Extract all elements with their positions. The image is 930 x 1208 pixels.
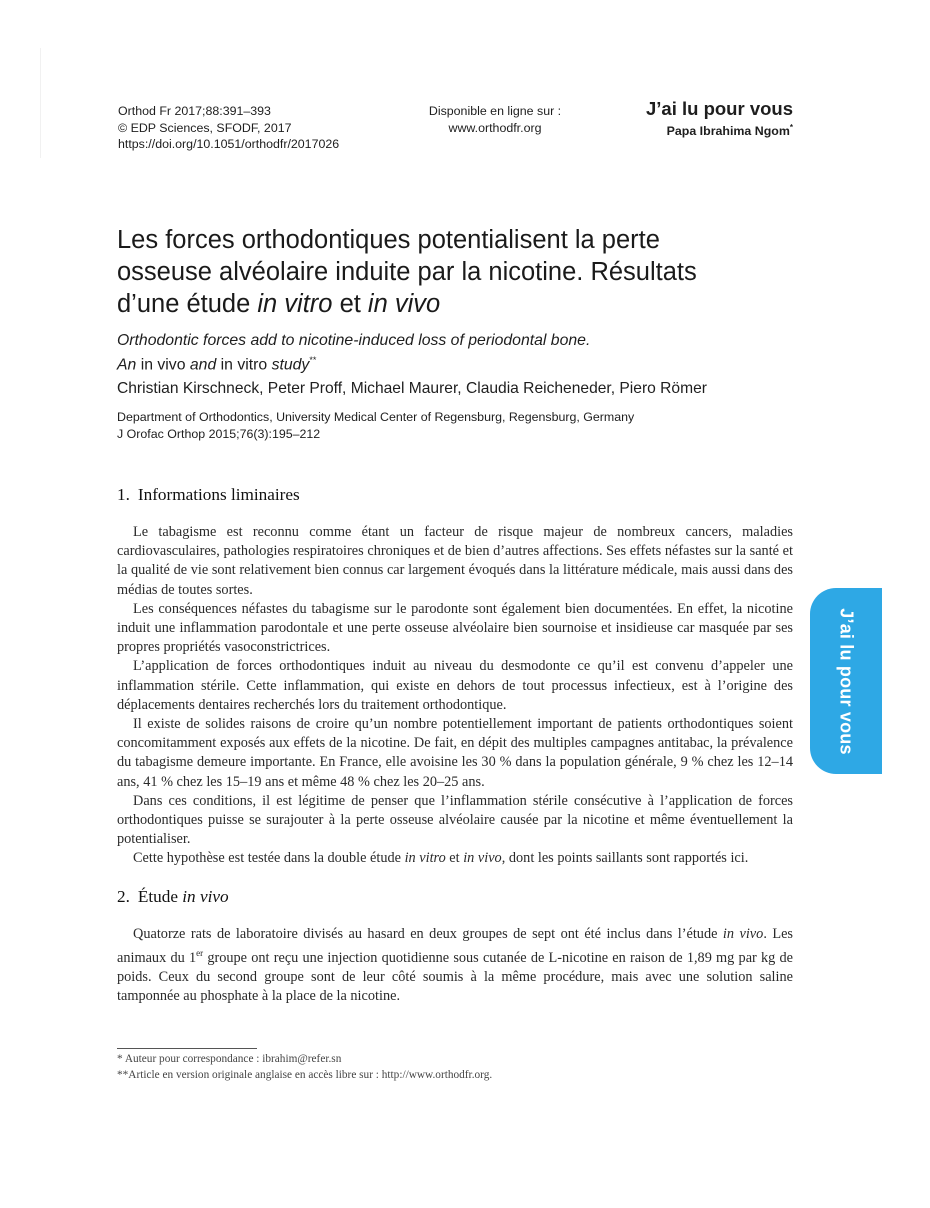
footnote-correspondence: * Auteur pour correspondance : ibrahim@refer.sn xyxy=(117,1053,342,1065)
section-1-number: 1. xyxy=(117,485,130,504)
copyright-line: © EDP Sciences, SFODF, 2017 xyxy=(118,120,292,135)
section-2-number: 2. xyxy=(117,887,130,906)
paragraph: Dans ces conditions, il est légitime de penser que l’inflammation stérile consécutive à l’application de forces orthodontiques puisse se surajouter à la perte osseuse alvéolaire causée par la nicotine et même éventuellement la potentialiser. xyxy=(117,792,793,848)
section-1-body xyxy=(117,523,793,869)
commentator-name xyxy=(646,120,793,139)
article-authors: Christian Kirschneck, Peter Proff, Michael Maurer, Claudia Reicheneder, Piero Römer xyxy=(117,380,707,397)
section-2-title-italic: in vivo xyxy=(182,887,229,906)
s2-text-c: groupe ont reçu une injection quotidienne sous cutanée de L-nicotine en raison de 1,89 mg par kg de poids. Ceux du second groupe sont de leur côté soumis à la même procédure, mais avec une solution saline tamponnée au phosphate à la place de la nicotine. xyxy=(117,949,794,1005)
p6-in-vitro: in vitro xyxy=(404,850,446,867)
section-side-tab xyxy=(810,588,882,774)
p6-text-c: , dont les points saillants sont rapportés ici. xyxy=(501,850,749,867)
section-1-title: Informations liminaires xyxy=(137,485,300,504)
commentator-name-text: Papa Ibrahima Ngom xyxy=(666,124,790,139)
section-1-heading xyxy=(117,484,300,506)
source-reference: J Orofac Orthop 2015;76(3):195–212 xyxy=(117,426,321,441)
online-availability xyxy=(396,103,594,136)
doi-link[interactable]: https://doi.org/10.1051/orthodfr/2017026 xyxy=(118,137,340,151)
title-in-vivo: in vivo xyxy=(367,290,441,318)
rubric-title: J’ai lu pour vous xyxy=(646,98,793,119)
subtitle-in-vitro: in vitro xyxy=(220,355,268,373)
online-url-link[interactable]: www.orthodfr.org xyxy=(448,120,542,135)
section-2-body xyxy=(117,925,793,1007)
title-text: Les forces orthodontiques potentialisent la perte osseuse alvéolaire induite par la nicotine. Résultats d’une étude xyxy=(117,226,697,318)
title-et: et xyxy=(332,290,368,318)
paragraph: L’application de forces orthodontiques induit au niveau du desmodonte ce qu’il est convenu d’appeler une inflammation stérile. Cette inflammation, qui existe en dehors de tout processus infectieux, est à l’origine des déplacements dentaires recherchés lors du traitement orthodontique. xyxy=(117,658,793,713)
online-label: Disponible en ligne sur : xyxy=(428,104,562,118)
footnotes xyxy=(117,1051,797,1083)
subtitle-study: study xyxy=(271,355,310,373)
footnote-rule xyxy=(117,1048,257,1049)
citation-block xyxy=(118,103,339,153)
side-tab-label: J’ai lu pour vous xyxy=(836,607,857,755)
journal-reference: Orthod Fr 2017;88:391–393 xyxy=(118,104,271,118)
paragraph xyxy=(117,849,793,868)
footnote-original-article: **Article en version originale anglaise en accès libre sur : http://www.orthodfr.org. xyxy=(117,1069,493,1081)
english-subtitle xyxy=(117,331,737,374)
p6-in-vivo: in vivo xyxy=(463,850,502,867)
subtitle-and: and xyxy=(189,355,217,373)
rubric-block xyxy=(646,98,793,139)
p6-text-a: Cette hypothèse est testée dans la double étude xyxy=(133,850,405,867)
s2-in-vivo: in vivo xyxy=(722,926,764,942)
subtitle-an: An xyxy=(117,355,137,373)
affiliation: Department of Orthodontics, University Medical Center of Regensburg, Regensburg, Germany xyxy=(117,410,635,424)
margin-mark xyxy=(40,48,41,158)
p6-text-b: et xyxy=(445,850,464,867)
s2-text-b: . Les animaux du 1 xyxy=(117,926,793,966)
paragraph: Le tabagisme est reconnu comme étant un facteur de risque majeur de nombreux cancers, maladies cardiovasculaires, pathologies respiratoires chroniques et de bien d’autres affections. Ses effets néfastes sur la santé et la qualité de vie sont relativement bien connus car largement évoqués dans la littérature médicale, mais aussi dans des médias de toutes sortes. xyxy=(117,524,793,598)
affiliation-block xyxy=(117,409,817,442)
paragraph: Les conséquences néfastes du tabagisme sur le parodonte sont également bien documentées. En effet, la nicotine induit une inflammation parodontale et une perte osseuse alvéolaire bien sournoise et insidieuse car masquée par ses propres propriétés vasoconstrictrices. xyxy=(117,600,793,656)
subtitle-footnote-mark: ** xyxy=(309,354,317,365)
paragraph: Il existe de solides raisons de croire qu’un nombre potentiellement important de patients orthodontiques soient concomitamment exposés aux effets de la nicotine. De fait, en dépit des multiples campagnes antitabac, la prévalence du tabagisme demeure importante. En France, elle avoisine les 30 % dans la population générale, 9 % chez les 12–14 ans, 41 % chez les 15–19 ans et même 48 % chez les 20–25 ans. xyxy=(117,716,793,790)
section-2-title: Étude xyxy=(137,887,183,906)
s2-text-a: Quatorze rats de laboratoire divisés au hasard en deux groupes de sept ont été inclus dans l’étude xyxy=(133,926,723,942)
s2-superscript: er xyxy=(196,948,204,959)
subtitle-in-vivo: in vivo xyxy=(140,355,186,373)
title-in-vitro: in vitro xyxy=(257,290,333,318)
section-2-heading xyxy=(117,886,229,908)
article-title xyxy=(117,224,757,320)
author-footnote-mark: * xyxy=(789,123,793,132)
subtitle-line-1: Orthodontic forces add to nicotine-induced loss of periodontal bone. xyxy=(117,332,591,349)
paragraph xyxy=(117,925,793,1007)
